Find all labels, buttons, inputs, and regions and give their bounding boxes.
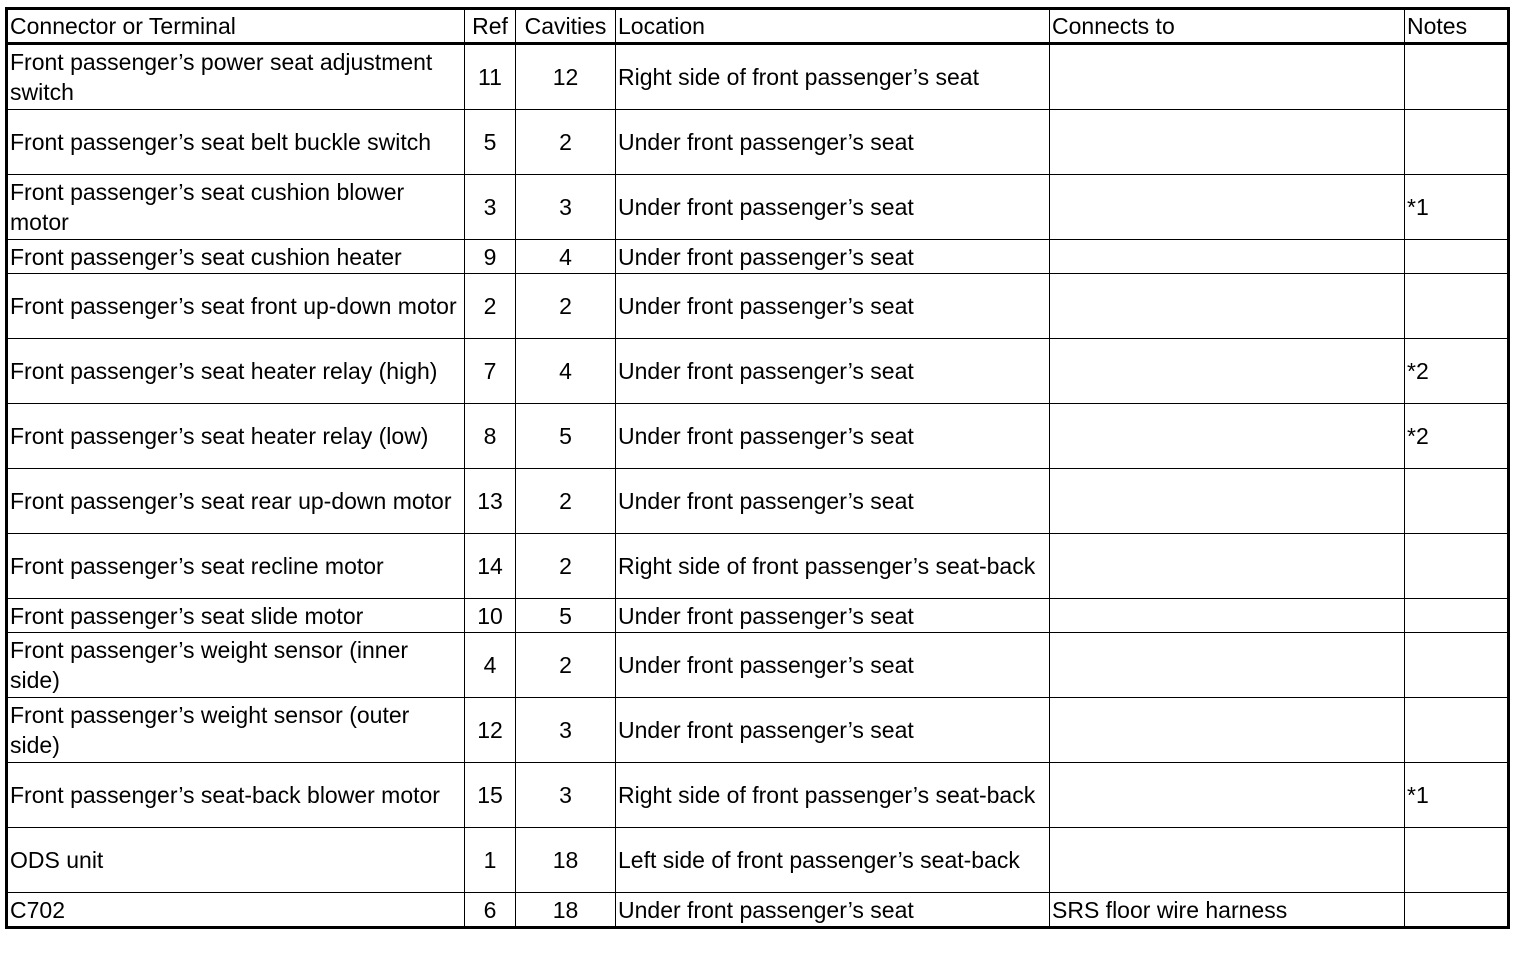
header-connects-to: Connects to: [1050, 9, 1405, 44]
cell-connector: ODS unit: [7, 828, 465, 893]
cell-connects-to: [1050, 339, 1405, 404]
cell-ref: 1: [465, 828, 516, 893]
cell-location: Under front passenger’s seat: [616, 633, 1050, 698]
cell-connector: C702: [7, 893, 465, 928]
cell-ref: 4: [465, 633, 516, 698]
cell-location: Under front passenger’s seat: [616, 240, 1050, 274]
cell-location: Right side of front passenger’s seat-back: [616, 763, 1050, 828]
table-row: [7, 633, 1509, 698]
cell-cavities: 2: [516, 534, 616, 599]
cell-connects-to: [1050, 698, 1405, 763]
cell-location: Right side of front passenger’s seat: [616, 44, 1050, 110]
cell-notes: *2: [1405, 339, 1509, 404]
cell-ref: 2: [465, 274, 516, 339]
cell-cavities: 4: [516, 339, 616, 404]
cell-connector: Front passenger’s seat recline motor: [7, 534, 465, 599]
cell-connector: Front passenger’s seat heater relay (low): [7, 404, 465, 469]
cell-connects-to: [1050, 110, 1405, 175]
cell-ref: 12: [465, 698, 516, 763]
cell-cavities: 4: [516, 240, 616, 274]
header-connector: Connector or Terminal: [7, 9, 465, 44]
cell-connects-to: [1050, 240, 1405, 274]
cell-notes: [1405, 274, 1509, 339]
cell-notes: [1405, 110, 1509, 175]
cell-location: Under front passenger’s seat: [616, 404, 1050, 469]
cell-location: Under front passenger’s seat: [616, 599, 1050, 633]
cell-ref: 5: [465, 110, 516, 175]
cell-connector: Front passenger’s seat belt buckle switch: [7, 110, 465, 175]
cell-connector: Front passenger’s seat heater relay (high): [7, 339, 465, 404]
cell-connects-to: [1050, 469, 1405, 534]
table-row: [7, 763, 1509, 828]
cell-notes: [1405, 469, 1509, 534]
cell-connector: Front passenger’s seat cushion blower motor: [7, 175, 465, 240]
cell-notes: [1405, 893, 1509, 928]
table-row: [7, 698, 1509, 763]
cell-connector: Front passenger’s seat-back blower motor: [7, 763, 465, 828]
table-row: [7, 240, 1509, 274]
cell-ref: 9: [465, 240, 516, 274]
cell-location: Under front passenger’s seat: [616, 274, 1050, 339]
cell-connects-to: SRS floor wire harness: [1050, 893, 1405, 928]
cell-ref: 3: [465, 175, 516, 240]
table-row: [7, 893, 1509, 928]
cell-notes: [1405, 44, 1509, 110]
cell-connects-to: [1050, 828, 1405, 893]
cell-location: Under front passenger’s seat: [616, 339, 1050, 404]
cell-location: Right side of front passenger’s seat-back: [616, 534, 1050, 599]
cell-ref: 11: [465, 44, 516, 110]
cell-cavities: 2: [516, 633, 616, 698]
cell-ref: 6: [465, 893, 516, 928]
cell-notes: *2: [1405, 404, 1509, 469]
cell-location: Under front passenger’s seat: [616, 698, 1050, 763]
table-row: [7, 44, 1509, 110]
cell-connects-to: [1050, 599, 1405, 633]
table-row: [7, 175, 1509, 240]
cell-ref: 7: [465, 339, 516, 404]
cell-connector: Front passenger’s seat front up-down motor: [7, 274, 465, 339]
cell-notes: [1405, 534, 1509, 599]
cell-location: Left side of front passenger’s seat-back: [616, 828, 1050, 893]
cell-connects-to: [1050, 763, 1405, 828]
cell-notes: *1: [1405, 763, 1509, 828]
cell-location: Under front passenger’s seat: [616, 893, 1050, 928]
cell-connects-to: [1050, 534, 1405, 599]
table-row: [7, 339, 1509, 404]
cell-connects-to: [1050, 274, 1405, 339]
cell-cavities: 2: [516, 469, 616, 534]
cell-connector: Front passenger’s weight sensor (outer side): [7, 698, 465, 763]
cell-connector: Front passenger’s weight sensor (inner side): [7, 633, 465, 698]
cell-notes: *1: [1405, 175, 1509, 240]
cell-cavities: 2: [516, 110, 616, 175]
header-notes: Notes: [1405, 9, 1509, 44]
cell-connector: Front passenger’s seat rear up-down motor: [7, 469, 465, 534]
table-row: [7, 404, 1509, 469]
cell-connects-to: [1050, 175, 1405, 240]
connector-table-wrapper: [5, 7, 1510, 929]
header-location: Location: [616, 9, 1050, 44]
cell-cavities: 12: [516, 44, 616, 110]
cell-ref: 14: [465, 534, 516, 599]
cell-location: Under front passenger’s seat: [616, 110, 1050, 175]
cell-ref: 10: [465, 599, 516, 633]
cell-notes: [1405, 828, 1509, 893]
cell-cavities: 3: [516, 698, 616, 763]
cell-ref: 15: [465, 763, 516, 828]
cell-cavities: 18: [516, 893, 616, 928]
table-row: [7, 110, 1509, 175]
cell-connects-to: [1050, 404, 1405, 469]
cell-notes: [1405, 240, 1509, 274]
table-row: [7, 469, 1509, 534]
cell-notes: [1405, 698, 1509, 763]
cell-ref: 8: [465, 404, 516, 469]
table-row: [7, 274, 1509, 339]
cell-cavities: 18: [516, 828, 616, 893]
cell-cavities: 3: [516, 763, 616, 828]
cell-cavities: 3: [516, 175, 616, 240]
cell-cavities: 5: [516, 599, 616, 633]
cell-ref: 13: [465, 469, 516, 534]
table-header-row: [7, 9, 1509, 44]
cell-cavities: 5: [516, 404, 616, 469]
connector-table: [5, 7, 1510, 929]
table-row: [7, 828, 1509, 893]
cell-connector: Front passenger’s seat cushion heater: [7, 240, 465, 274]
cell-connector: Front passenger’s power seat adjustment switch: [7, 44, 465, 110]
cell-cavities: 2: [516, 274, 616, 339]
cell-notes: [1405, 633, 1509, 698]
cell-connects-to: [1050, 44, 1405, 110]
header-cavities: Cavities: [516, 9, 616, 44]
table-row: [7, 534, 1509, 599]
cell-connector: Front passenger’s seat slide motor: [7, 599, 465, 633]
header-ref: Ref: [465, 9, 516, 44]
cell-location: Under front passenger’s seat: [616, 469, 1050, 534]
cell-location: Under front passenger’s seat: [616, 175, 1050, 240]
cell-connects-to: [1050, 633, 1405, 698]
cell-notes: [1405, 599, 1509, 633]
table-row: [7, 599, 1509, 633]
